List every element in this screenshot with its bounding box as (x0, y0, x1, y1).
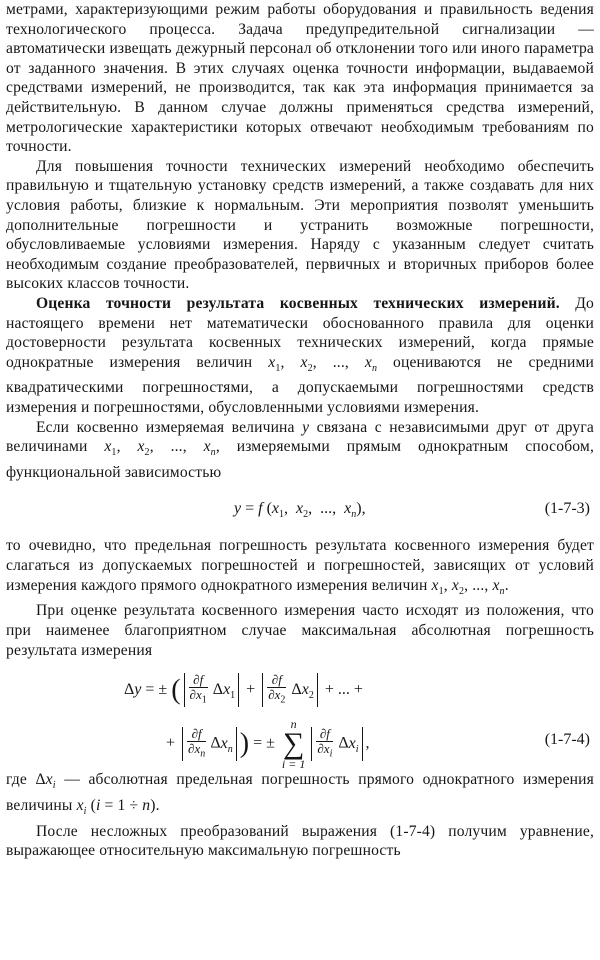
equation-number-2: (1-7-4) (544, 731, 590, 749)
paragraph-5: то очевидно, что предельная погрешность результата косвенного измерения будет слагаться из допускаемых погрешностей и погрешностей, зависящих от условий измерения каждого прямого однократного измерения величин $x_1$, $x_2$, ..., $x_n$. (6, 537, 594, 597)
paragraph-7-text-a: где (6, 771, 27, 789)
paragraph-3-text-b: оцениваются не средними квадратическими погрешностями, а допускаемыми погрешностями средств измерения и погрешностями, обусловленными условиями измерения. (6, 353, 594, 416)
paragraph-8: После несложных преобразований выражения (1-7-4) получим уравнение, выражающее относительную максимальную погрешность (6, 822, 594, 860)
paragraph-3-text-a: До настоящего времени нет математически обоснованного правила для оценки достоверности результата косвенных технических измерений, когда прямые однократные измерения величин (6, 294, 594, 371)
paragraph-7-text-b: — абсолютная предельная погрешность прямого однократного измерения величины (6, 771, 594, 814)
paragraph-7: где $\Delta x_i$ — абсолютная предельная погрешность прямого однократного измерения величины $x_i$ (i = 1 ÷ n). (6, 771, 594, 817)
paragraph-4-text-c: измеряемыми прямым однократным способом, функциональной зависимостью (6, 438, 594, 481)
paragraph-6: При оценке результата косвенного измерения часто исходят из положения, что при наименее благоприятном случае максимальная абсолютная погрешность результата измерения (6, 602, 594, 659)
section-heading: Оценка точности результата косвенных технических измерений. (36, 294, 560, 312)
paragraph-1: метрами, характеризующими режим работы оборудования и правильность ведения технологического процесса. Задача предупредительной сигнализации — автоматически извещать дежурный персонал об отклонении того или иного параметра от заданного значения. В этих случаях оценка точности информации, выдаваемой средствами измерений, не производится, так как эта информация принимается за действительную. В данном случае должны применяться средства измерений, метрологические характеристики которых отвечают необходимым требованиям по точности. (6, 1, 594, 156)
equation-number-1: (1-7-3) (544, 500, 590, 518)
paragraph-4: Если косвенно измеряемая величина y связана с независимыми друг от друга величинами $x_1$, $x_2$, ..., $x_n$, измеряемыми прямым однократным способом, функциональной зависимостью (6, 418, 594, 481)
paragraph-4-text-b: связана с независимыми друг от друга величинами (6, 418, 594, 456)
equation-1-7-3: y = f ($x_1$, $x_2$, ..., $x_n$), (1-7-3) (6, 482, 594, 536)
equation-1-7-4: Δy = ± ( $\frac{\partial f}{\partial x_1}$ $\Delta x_1$ + $\frac{\partial f}{\partial x_2}$ $\Delta x_2$ + ... + + $\frac{\partial f}{\partial x_n}$ $\Delta x_n$ ) = ± n ∑ i = 1 $\frac{\partial f}{\partial x_i}$ $\Delta x_i$ , (1-7-4) (124, 672, 590, 772)
paragraph-5-text: то очевидно, что предельная погрешность результата косвенного измерения будет слагаться из допускаемых погрешностей и погрешностей, зависящих от условий измерения каждого прямого однократного измерения величин (6, 537, 594, 594)
paragraph-4-text-a: Если косвенно измеряемая величина (36, 418, 295, 436)
paragraph-2: Для повышения точности технических измерений необходимо обеспечить правильную и тщательную установку средств измерений, а также создавать для них условия работы, близкие к нормальным. Эти мероприятия позволят уменьшить дополнительные погрешности и устранить возможные погрешности, обусловливаемые условиями измерения. Наряду с указанным следует считать необходимым создание преобразователей, первичных и вторичных приборов более высоких классов точности. (6, 157, 594, 293)
paragraph-3: Оценка точности результата косвенных технических измерений. До настоящего времени нет математически обоснованного правила для оценки достоверности результата косвенных технических измерений, когда прямые однократные измерения величин $x_1$, $x_2$, ..., $x_n$ оцениваются не средними квадратическими погрешностями, а допускаемыми погрешностями средств измерения и погрешностями, обусловленными условиями измерения. (6, 294, 594, 416)
